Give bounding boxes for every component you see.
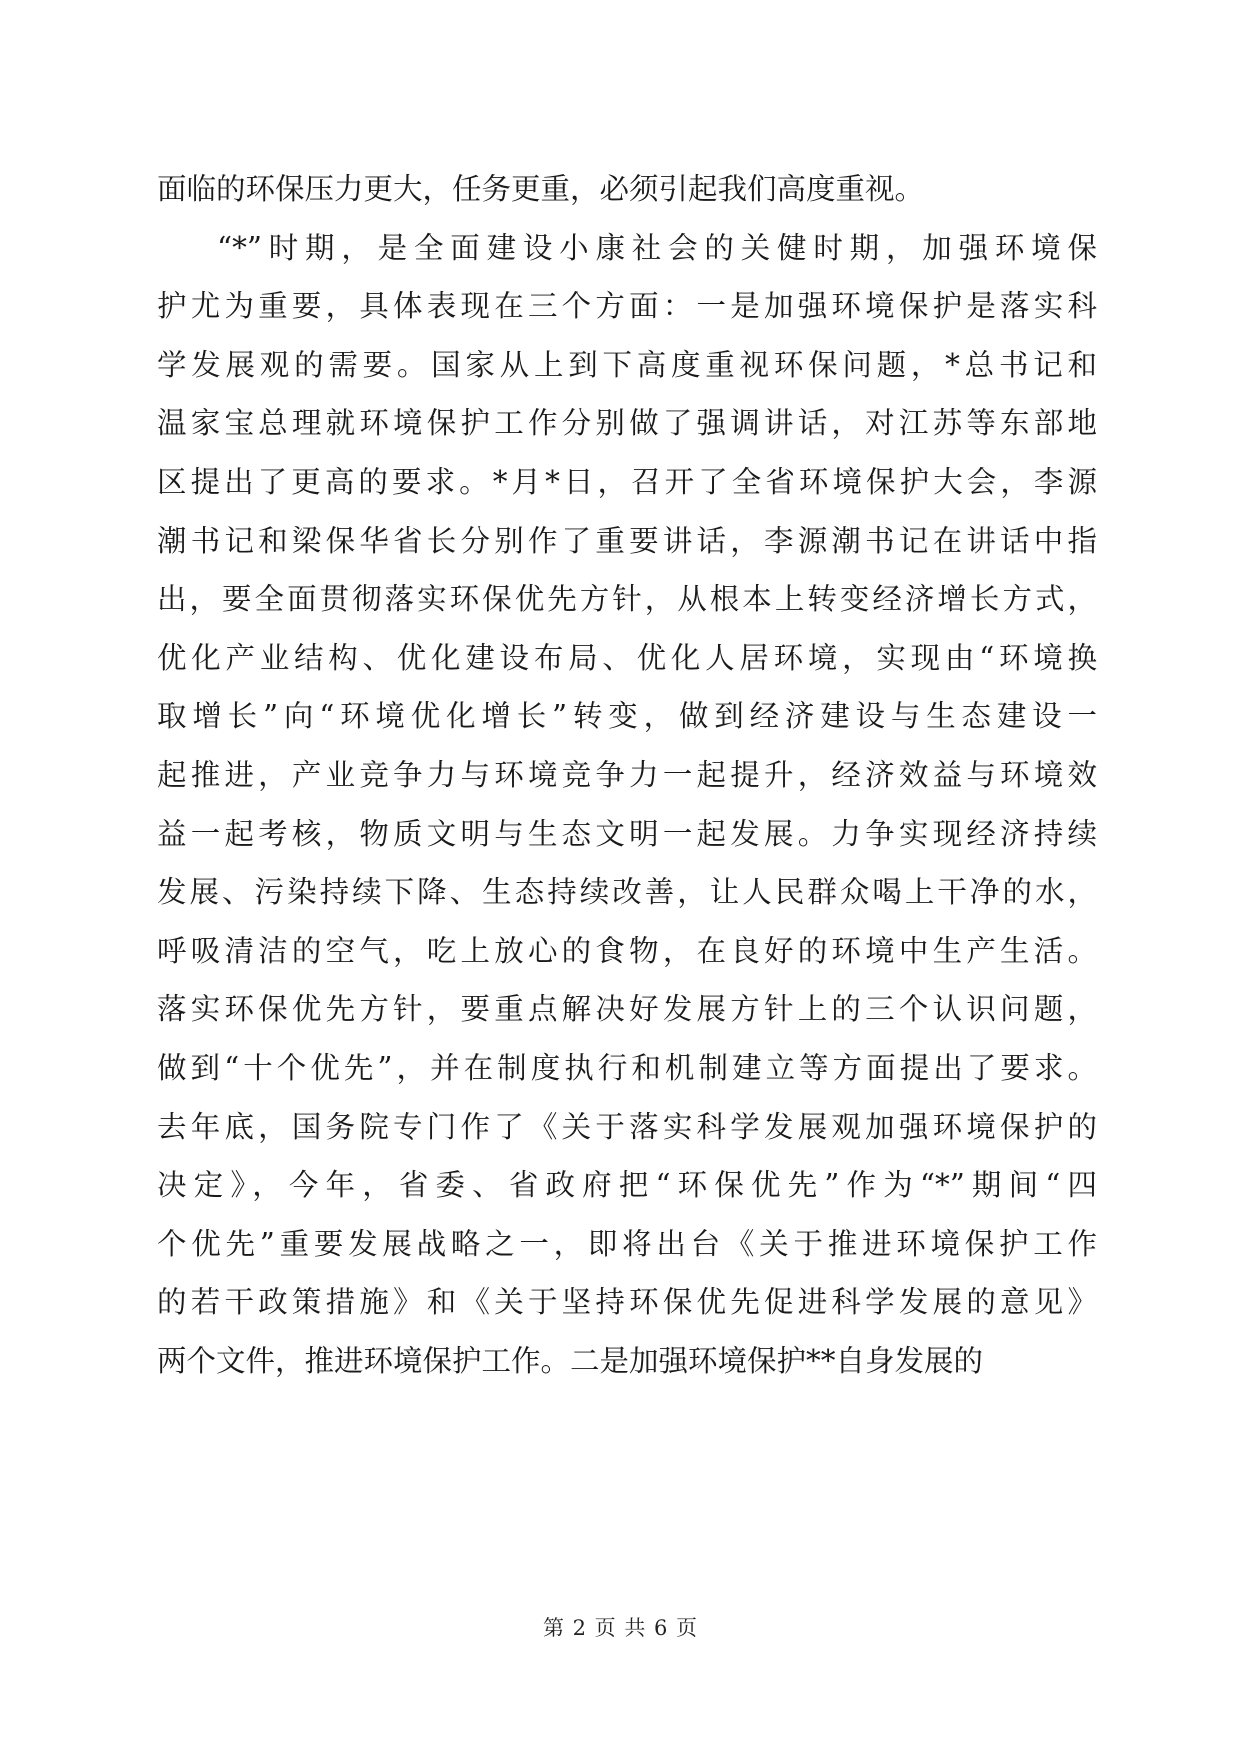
text-line: 益一起考核，物质文明与生态文明一起发展。力争实现经济持续 <box>157 816 1097 851</box>
text-line: 两个文件，推进环境保护工作。二是加强环境保护**自身发展的 <box>157 1343 984 1378</box>
text-line: 出，要全面贯彻落实环保优先方针，从根本上转变经济增长方式， <box>157 582 1097 617</box>
text-line: 呼吸清洁的空气，吃上放心的食物，在良好的环境中生产生活。 <box>157 933 1097 968</box>
text-line: 做到“十个优先”，并在制度执行和机制建立等方面提出了要求。 <box>157 1050 1097 1085</box>
text-line: “*”时期，是全面建设小康社会的关健时期，加强环境保 <box>217 230 1097 265</box>
text-line: 落实环保优先方针，要重点解决好发展方针上的三个认识问题， <box>157 992 1097 1027</box>
body-text <box>157 160 1097 1390</box>
text-line: 潮书记和梁保华省长分别作了重要讲话，李源潮书记在讲话中指 <box>157 523 1097 558</box>
text-line: 面临的环保压力更大，任务更重，必须引起我们高度重视。 <box>157 172 925 206</box>
text-line: 温家宝总理就环境保护工作分别做了强调讲话，对江苏等东部地 <box>157 406 1097 441</box>
text-line: 护尤为重要，具体表现在三个方面：一是加强环境保护是落实科 <box>157 289 1097 324</box>
text-line: 取增长”向“环境优化增长”转变，做到经济建设与生态建设一 <box>157 699 1097 734</box>
text-line: 个优先”重要发展战略之一，即将出台《关于推进环境保护工作 <box>157 1226 1097 1261</box>
text-line: 决定》，今年，省委、省政府把“环保优先”作为“*”期间“四 <box>157 1168 1097 1203</box>
text-line: 发展、污染持续下降、生态持续改善，让人民群众喝上干净的水， <box>157 875 1097 910</box>
text-line: 起推进，产业竞争力与环境竞争力一起提升，经济效益与环境效 <box>157 757 1097 792</box>
text-line: 区提出了更高的要求。*月*日，召开了全省环境保护大会，李源 <box>157 464 1097 499</box>
page-number-footer: 第 2 页 共 6 页 <box>542 1616 699 1640</box>
text-line: 去年底，国务院专门作了《关于落实科学发展观加强环境保护的 <box>157 1109 1097 1144</box>
text-line: 的若干政策措施》和《关于坚持环保优先促进科学发展的意见》 <box>157 1285 1097 1320</box>
text-line: 学发展观的需要。国家从上到下高度重视环保问题，*总书记和 <box>157 347 1097 382</box>
text-line: 优化产业结构、优化建设布局、优化人居环境，实现由“环境换 <box>157 640 1097 675</box>
